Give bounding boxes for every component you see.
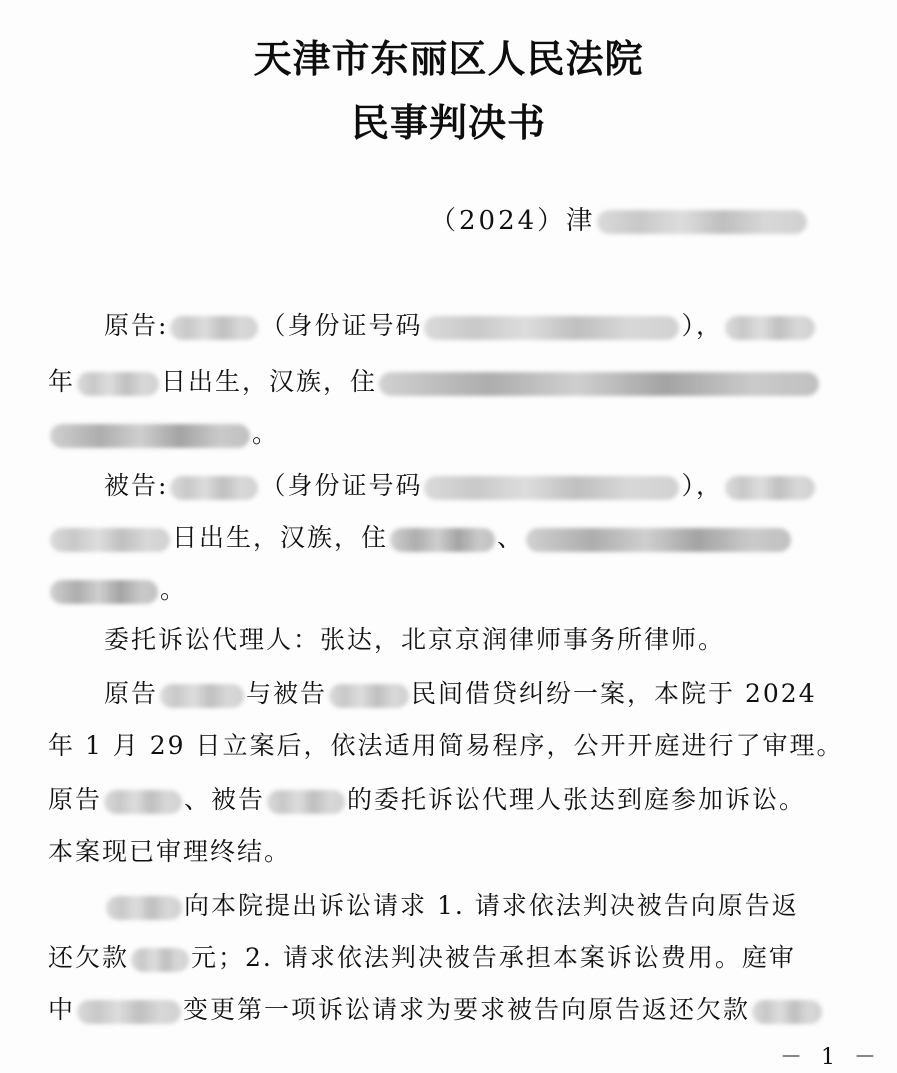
redacted-defendant-address-b bbox=[526, 528, 791, 552]
p2-claim-2: 元；2. 请求依法判决被告承担本案诉讼费用。庭审 bbox=[191, 943, 796, 972]
redacted-plaintiff-name bbox=[170, 316, 258, 340]
court-name-title: 天津市东丽区人民法院 bbox=[253, 37, 644, 81]
page-number: － 1 － bbox=[780, 1045, 882, 1070]
plaintiff-line-end: 。 bbox=[252, 419, 280, 448]
body-p2-line-2 bbox=[48, 938, 796, 978]
body-p1-line-1 bbox=[104, 674, 817, 714]
plaintiff-birth-text: 日出生，汉族，住 bbox=[161, 367, 378, 396]
redacted-plaintiff-address-cont bbox=[50, 424, 250, 448]
redacted-plaintiff-birth-year bbox=[725, 316, 815, 340]
plaintiff-id-open: （身份证号码 bbox=[260, 311, 423, 340]
body-p1-line-4: 本案现已审理终结。 bbox=[48, 837, 292, 866]
plaintiff-label: 原告: bbox=[104, 311, 169, 340]
p1-case-intro: 民间借贷纠纷一案，本院于 2024 bbox=[411, 679, 817, 708]
redacted-defendant-name bbox=[170, 476, 258, 500]
plaintiff-id-close: ）， bbox=[681, 311, 723, 340]
plaintiff-line-2 bbox=[48, 362, 821, 402]
case-number bbox=[430, 200, 809, 237]
defendant-id-open: （身份证号码 bbox=[260, 471, 423, 500]
redacted-plaintiff-birth-date bbox=[77, 372, 159, 396]
redacted-defendant-name-3 bbox=[267, 790, 345, 814]
defendant-line-3 bbox=[48, 570, 187, 610]
litigation-agent: 委托诉讼代理人：张达，北京京润律师事务所律师。 bbox=[104, 625, 726, 654]
defendant-address-sep: 、 bbox=[497, 523, 525, 552]
plaintiff-year-label: 年 bbox=[48, 367, 76, 396]
p2-trial-label: 中 bbox=[48, 995, 76, 1024]
defendant-id-close: ）， bbox=[681, 471, 723, 500]
redacted-new-amount bbox=[752, 1000, 822, 1024]
p1-plaintiff-label-2: 原告 bbox=[48, 785, 103, 814]
redacted-plaintiff-name-2 bbox=[160, 684, 244, 708]
p1-plaintiff-label: 原告 bbox=[104, 679, 159, 708]
redacted-defendant-name-2 bbox=[329, 684, 409, 708]
p1-defendant-label-2: 、被告 bbox=[184, 785, 266, 814]
redacted-case-number bbox=[597, 210, 807, 234]
defendant-line-1 bbox=[104, 466, 817, 506]
p2-claim-change: 变更第一项诉讼请求为要求被告向原告返还欠款 bbox=[183, 995, 751, 1024]
document-type-title: 民事判决书 bbox=[350, 101, 546, 145]
p1-attendance: 的委托诉讼代理人张达到庭参加诉讼。 bbox=[347, 785, 807, 814]
redacted-plaintiff-name-4 bbox=[106, 896, 182, 920]
body-p2-line-3 bbox=[48, 990, 824, 1030]
p2-claim-intro: 向本院提出诉讼请求 1. 请求依法判决被告向原告返 bbox=[184, 891, 799, 920]
p2-debt-label: 还欠款 bbox=[48, 943, 130, 972]
body-p1-line-2: 年 1 月 29 日立案后，依法适用简易程序，公开开庭进行了审理。 bbox=[48, 731, 844, 760]
p1-defendant-label: 与被告 bbox=[246, 679, 328, 708]
defendant-line-end: 。 bbox=[160, 575, 188, 604]
redacted-plaintiff-address bbox=[379, 372, 819, 396]
redacted-defendant-birth-date bbox=[50, 528, 170, 552]
redacted-defendant-address-a bbox=[390, 528, 495, 552]
case-number-prefix: （2024）津 bbox=[430, 206, 596, 236]
defendant-birth-text: 日出生，汉族，住 bbox=[172, 523, 389, 552]
redacted-plaintiff-name-3 bbox=[104, 790, 182, 814]
body-p2-line-1 bbox=[104, 886, 799, 926]
plaintiff-line-1 bbox=[104, 306, 817, 346]
redacted-plaintiff-id bbox=[424, 316, 679, 340]
defendant-line-2 bbox=[48, 518, 793, 558]
body-p1-line-3 bbox=[48, 780, 806, 820]
redacted-defendant-address-cont bbox=[50, 580, 158, 604]
defendant-label: 被告: bbox=[104, 471, 169, 500]
redacted-debt-amount bbox=[131, 948, 189, 972]
redacted-defendant-birth-year bbox=[725, 476, 815, 500]
plaintiff-line-3 bbox=[48, 414, 279, 454]
redacted-defendant-id bbox=[424, 476, 679, 500]
redacted-plaintiff-name-5 bbox=[77, 1000, 181, 1024]
